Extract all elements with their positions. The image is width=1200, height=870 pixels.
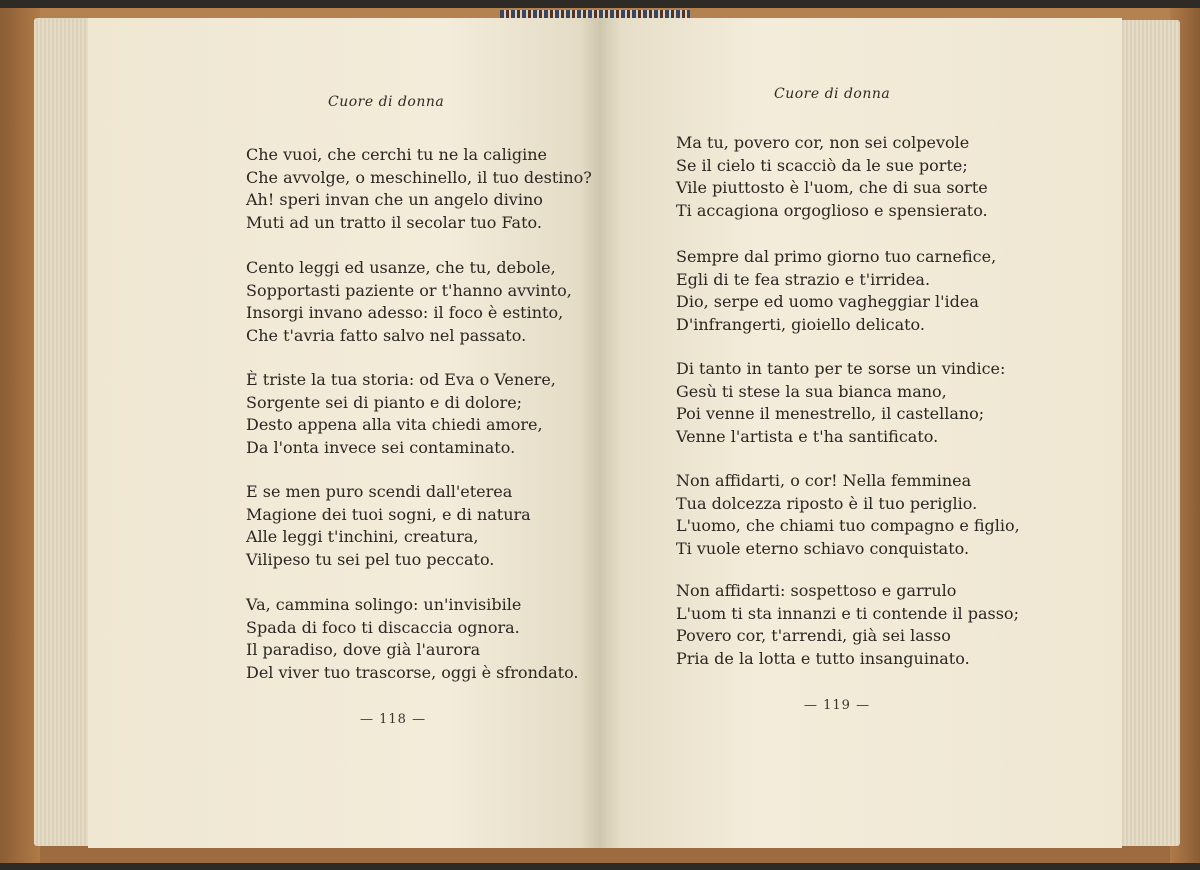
- left-stanza-4: [246, 481, 531, 571]
- verse-line: Da l'onta invece sei contaminato.: [246, 437, 516, 457]
- verse-line: Che t'avria fatto salvo nel passato.: [246, 325, 527, 345]
- verse-line: Gesù ti stese la sua bianca mano,: [676, 381, 947, 401]
- verse-line: Sorgente sei di pianto e di dolore;: [246, 392, 523, 412]
- verse-line: Che avvolge, o meschinello, il tuo destino?: [246, 167, 592, 187]
- verse-line: Ma tu, povero cor, non sei colpevole: [676, 133, 970, 152]
- verse-line: L'uom ti sta innanzi e ti contende il passo;: [676, 603, 1019, 623]
- verse-line: Il paradiso, dove già l'aurora: [246, 640, 481, 659]
- right-stanza-2: [676, 246, 996, 336]
- verse-line: Povero cor, t'arrendi, già sei lasso: [676, 626, 951, 645]
- verse-line: Venne l'artista e t'ha santificato.: [676, 426, 939, 446]
- verse-line: Ah! speri invan che un angelo divino: [246, 190, 543, 209]
- verse-line: L'uomo, che chiami tuo compagno e figlio,: [676, 516, 1020, 535]
- verse-line: Egli di te fea strazio e t'irridea.: [676, 269, 931, 289]
- verse-line: Vilipeso tu sei pel tuo peccato.: [246, 549, 495, 569]
- verse-line: Desto appena alla vita chiedi amore,: [246, 415, 543, 434]
- verse-line: Di tanto in tanto per te sorse un vindice:: [676, 359, 1006, 378]
- left-stanza-1: [246, 144, 592, 234]
- verse-line: Tua dolcezza riposto è il tuo periglio.: [676, 493, 978, 513]
- verse-line: Spada di foco ti discaccia ognora.: [246, 617, 520, 637]
- verse-line: Muti ad un tratto il secolar tuo Fato.: [246, 212, 542, 232]
- left-stanza-3: [246, 369, 556, 459]
- verse-line: Ti accagiona orgoglioso e spensierato.: [676, 200, 988, 220]
- verse-line: D'infrangerti, gioiello delicato.: [676, 314, 925, 334]
- verse-line: Va, cammina solingo: un'invisibile: [246, 595, 522, 614]
- right-stanza-5: [676, 580, 1019, 670]
- verse-line: Sempre dal primo giorno tuo carnefice,: [676, 247, 997, 266]
- left-page: [88, 18, 600, 848]
- verse-line: Vile piuttosto è l'uom, che di sua sorte: [676, 178, 988, 197]
- left-running-title: Cuore di donna: [328, 94, 445, 110]
- verse-line: È triste la tua storia: od Eva o Venere,: [246, 370, 556, 389]
- page-edges-right: [1120, 20, 1180, 846]
- left-stanza-5: [246, 594, 579, 684]
- right-stanza-4: [676, 470, 1020, 560]
- right-running-title: Cuore di donna: [774, 86, 891, 102]
- right-stanza-1: [676, 132, 988, 222]
- verse-line: Che vuoi, che cerchi tu ne la caligine: [246, 145, 548, 164]
- verse-line: Se il cielo ti scacciò da le sue porte;: [676, 155, 968, 175]
- right-page-number: — 119 —: [804, 698, 871, 713]
- verse-line: Non affidarti: sospettoso e garrulo: [676, 581, 957, 600]
- verse-line: Sopportasti paziente or t'hanno avvinto,: [246, 280, 572, 300]
- verse-line: E se men puro scendi dall'eterea: [246, 482, 513, 501]
- verse-line: Alle leggi t'inchini, creatura,: [246, 527, 479, 546]
- right-stanza-3: [676, 358, 1005, 448]
- verse-line: Poi venne il menestrello, il castellano;: [676, 404, 985, 423]
- right-page: [600, 18, 1122, 848]
- verse-line: Insorgi invano adesso: il foco è estinto,: [246, 303, 564, 322]
- verse-line: Non affidarti, o cor! Nella femminea: [676, 471, 972, 490]
- verse-line: Ti vuole eterno schiavo conquistato.: [676, 538, 970, 558]
- verse-line: Cento leggi ed usanze, che tu, debole,: [246, 258, 556, 277]
- verse-line: Magione dei tuoi sogni, e di natura: [246, 504, 531, 524]
- verse-line: Pria de la lotta e tutto insanguinato.: [676, 648, 970, 668]
- verse-line: Del viver tuo trascorse, oggi è sfrondato.: [246, 662, 579, 682]
- left-stanza-2: [246, 257, 572, 347]
- verse-line: Dio, serpe ed uomo vagheggiar l'idea: [676, 292, 979, 311]
- page-edges-left: [34, 18, 94, 846]
- left-page-number: — 118 —: [360, 712, 427, 727]
